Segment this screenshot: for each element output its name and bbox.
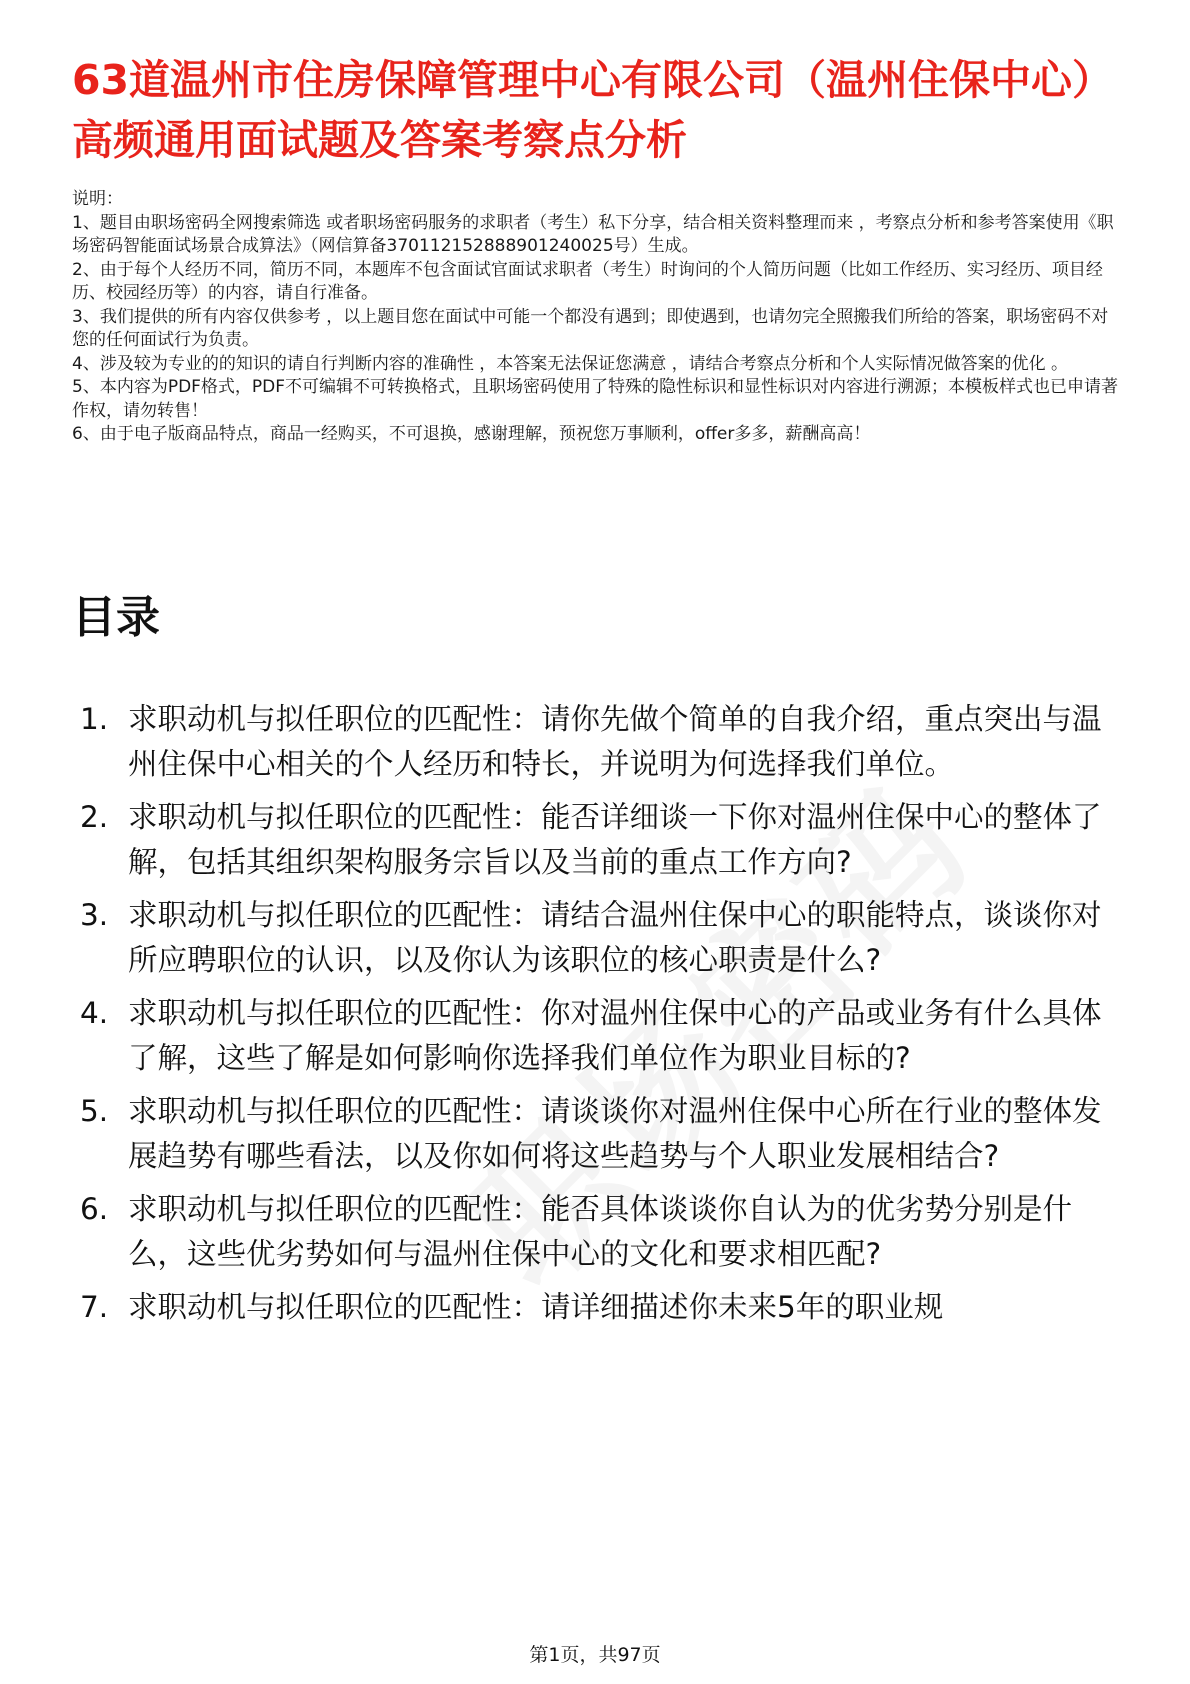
toc-item-text: 求职动机与拟任职位的匹配性：能否详细谈一下你对温州住保中心的整体了解，包括其组织架构服务宗旨以及当前的重点工作方向? <box>128 800 1102 879</box>
note-item: 2、由于每个人经历不同，简历不同，本题库不包含面试官面试求职者（考生）时询问的个人简历问题（比如工作经历、实习经历、项目经历、校园经历等）的内容，请自行准备。 <box>72 259 1103 303</box>
notes-heading: 说明： <box>72 189 123 209</box>
toc-item-number: 5. <box>80 1094 109 1128</box>
toc-item-text: 求职动机与拟任职位的匹配性：请详细描述你未来5年的职业规 <box>128 1290 944 1324</box>
toc-list <box>72 697 1112 1338</box>
toc-item[interactable] <box>72 893 1112 983</box>
toc-item-text: 求职动机与拟任职位的匹配性：你对温州住保中心的产品或业务有什么具体了解，这些了解是如何影响你选择我们单位作为职业目标的? <box>128 996 1102 1075</box>
note-item: 1、题目由职场密码全网搜索筛选 或者职场密码服务的求职者（考生）私下分享，结合相关资料整理而来 ，考察点分析和参考答案使用《职场密码智能面试场景合成算法》（网信算备370112152888901240025号）生成。 <box>72 212 1114 256</box>
toc-item[interactable] <box>72 1285 1112 1330</box>
note-item: 3、我们提供的所有内容仅供参考 ，以上题目您在面试中可能一个都没有遇到；即使遇到，也请勿完全照搬我们所给的答案，职场密码不对您的任何面试行为负责。 <box>72 306 1109 350</box>
document-title: 63道温州市住房保障管理中心有限公司（温州住保中心）高频通用面试题及答案考察点分析 <box>72 56 1114 164</box>
toc-item[interactable] <box>72 697 1112 787</box>
page-footer: 第1页，共97页 <box>529 1644 661 1666</box>
toc-item-number: 2. <box>80 800 109 834</box>
notes-section <box>72 188 1122 447</box>
toc-item-text: 求职动机与拟任职位的匹配性：请谈谈你对温州住保中心所在行业的整体发展趋势有哪些看法，以及你如何将这些趋势与个人职业发展相结合? <box>128 1094 1102 1173</box>
toc-item-text: 求职动机与拟任职位的匹配性：请你先做个简单的自我介绍，重点突出与温州住保中心相关的个人经历和特长，并说明为何选择我们单位。 <box>128 702 1102 781</box>
note-item: 4、涉及较为专业的的知识的请自行判断内容的准确性 ，本答案无法保证您满意 ，请结合考察点分析和个人实际情况做答案的优化 。 <box>72 353 1069 374</box>
note-item: 5、本内容为PDF格式，PDF不可编辑不可转换格式，且职场密码使用了特殊的隐性标识和显性标识对内容进行溯源；本模板样式也已申请著作权，请勿转售！ <box>72 377 1119 421</box>
toc-item-text: 求职动机与拟任职位的匹配性：能否具体谈谈你自认为的优劣势分别是什么，这些优劣势如何与温州住保中心的文化和要求相匹配? <box>128 1192 1073 1271</box>
toc-item[interactable] <box>72 991 1112 1081</box>
toc-item-text: 求职动机与拟任职位的匹配性：请结合温州住保中心的职能特点，谈谈你对所应聘职位的认识，以及你认为该职位的核心职责是什么? <box>128 898 1102 977</box>
toc-item[interactable] <box>72 1187 1112 1277</box>
toc-item[interactable] <box>72 795 1112 885</box>
toc-item-number: 6. <box>80 1192 109 1226</box>
toc-item-number: 1. <box>80 702 109 736</box>
toc-item-number: 3. <box>80 898 109 932</box>
note-item: 6、由于电子版商品特点，商品一经购买，不可退换，感谢理解，预祝您万事顺利，offer多多，薪酬高高！ <box>72 424 871 444</box>
toc-item-number: 7. <box>80 1290 109 1324</box>
toc-item-number: 4. <box>80 996 109 1030</box>
toc-item[interactable] <box>72 1089 1112 1179</box>
toc-heading: 目录 <box>72 592 160 643</box>
